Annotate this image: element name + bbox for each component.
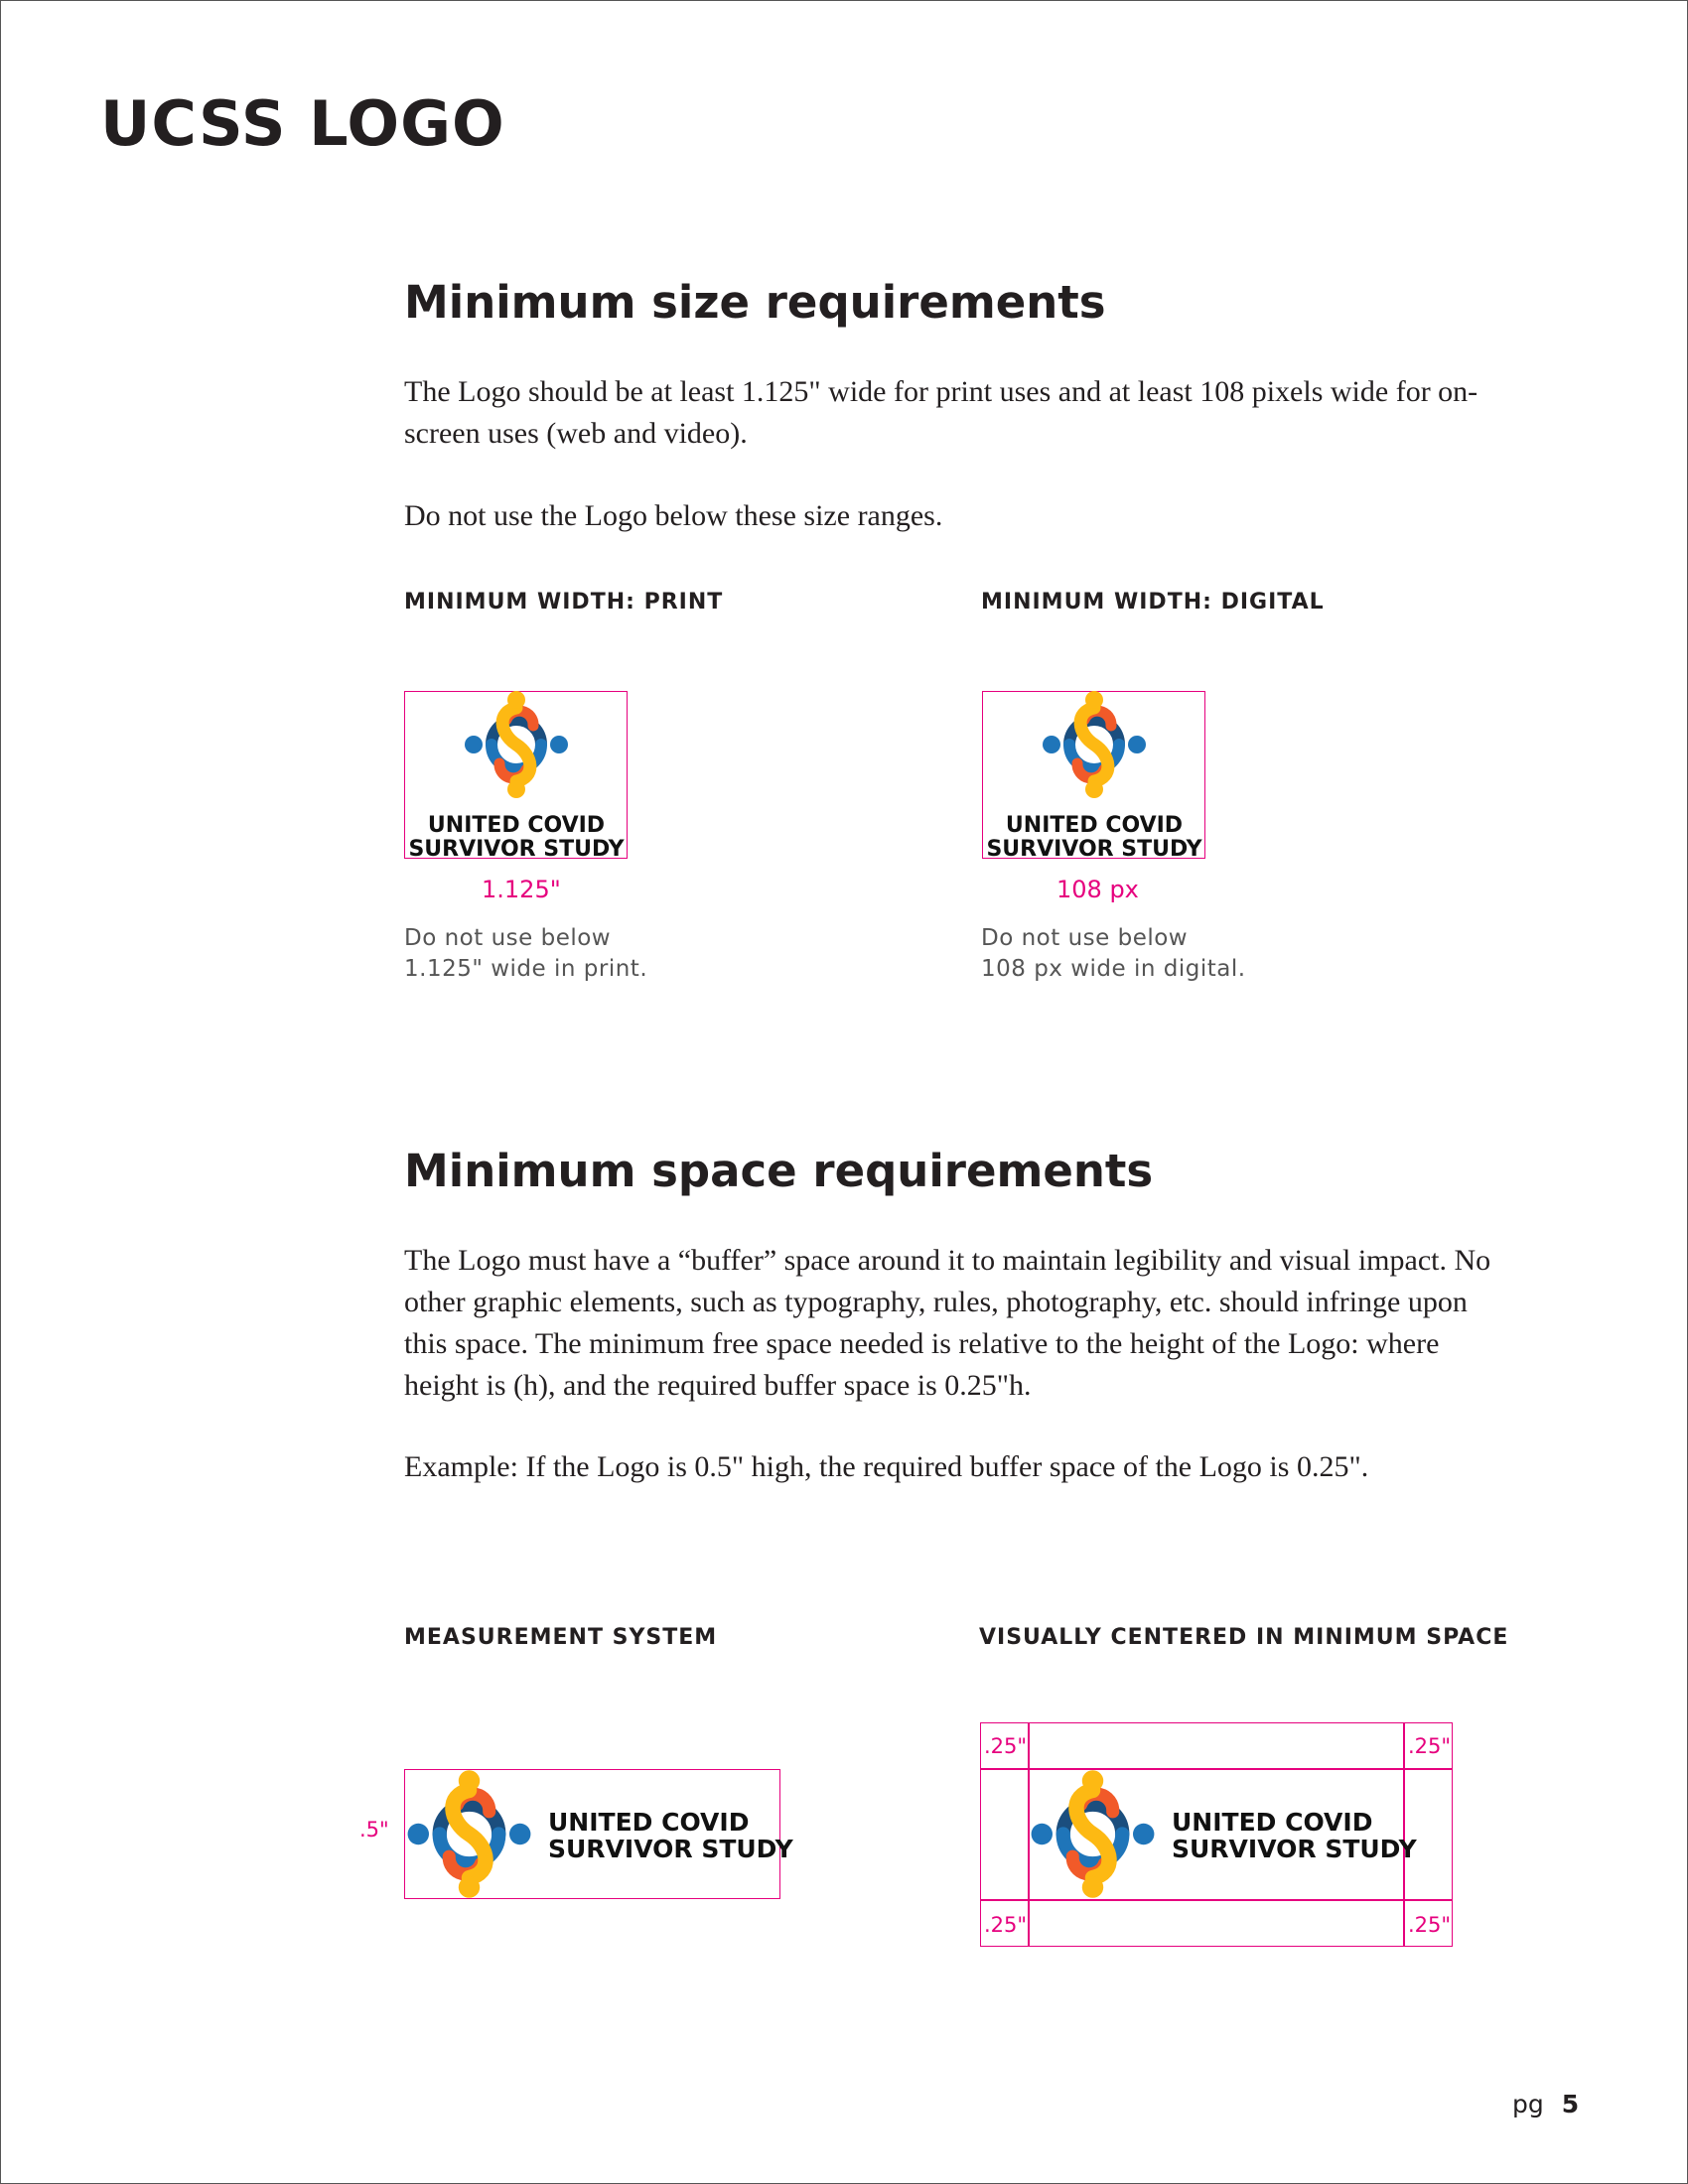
min-space-example: Example: If the Logo is 0.5" high, the required buffer space of the Logo is 0.25". [404,1450,1369,1483]
buffer-guide-bottom [980,1899,1453,1901]
digital-logo-mark-icon [1040,690,1149,799]
measurement-logo-wordmark [548,1809,793,1862]
measurement-logo-mark-icon [404,1769,534,1899]
min-size-warning: Do not use the Logo below these size ranges. [404,499,943,532]
measurement-logo-line2: SURVIVOR STUDY [548,1835,793,1863]
centered-logo-line1: UNITED COVID [1172,1808,1373,1837]
centered-label: VISUALLY CENTERED IN MINIMUM SPACE [979,1625,1509,1650]
digital-logo-line2: SURVIVOR STUDY [986,837,1202,862]
digital-measure: 108 px [1056,876,1139,903]
centered-logo-wordmark [1172,1809,1417,1862]
print-note-line2: 1.125" wide in print. [404,956,648,982]
print-logo-mark-icon [462,690,571,799]
min-size-paragraph: The Logo should be at least 1.125" wide for print uses and at least 108 pixels wide for on-screen uses (web and video). [404,375,1478,450]
height-tag: .5" [359,1818,389,1842]
page-number [1512,2090,1579,2118]
print-measure: 1.125" [482,876,561,903]
digital-logo-wordmark [985,814,1203,862]
digital-label: MINIMUM WIDTH: DIGITAL [981,590,1325,614]
digital-note-line1: Do not use below [981,925,1189,951]
print-label: MINIMUM WIDTH: PRINT [404,590,724,614]
digital-note [981,923,1246,985]
page-number-prefix: pg [1512,2090,1544,2118]
print-logo-line2: SURVIVOR STUDY [408,837,625,862]
measurement-label: MEASUREMENT SYSTEM [404,1625,718,1650]
page-number-value: 5 [1561,2090,1580,2118]
buffer-tag-bottom-left: .25" [984,1913,1028,1937]
buffer-tag-bottom-right: .25" [1408,1913,1452,1937]
min-space-heading: Minimum space requirements [404,1145,1154,1197]
page-title: UCSS LOGO [100,87,505,160]
measurement-logo-line1: UNITED COVID [548,1808,750,1837]
print-note-line1: Do not use below [404,925,612,951]
min-space-paragraph: The Logo must have a “buffer” space around it to maintain legibility and visual impact. No other graphic elements, such as typography, rules, photography, etc. should infringe upon this space. The minimum free space needed is relative to the height of the Logo: where height is (h), and the required buffer space is 0.25"h. [404,1244,1491,1402]
print-logo-line1: UNITED COVID [427,813,606,838]
centered-logo-mark-icon [1028,1769,1158,1899]
centered-logo-line2: SURVIVOR STUDY [1172,1835,1417,1863]
digital-logo-line1: UNITED COVID [1005,813,1184,838]
digital-note-line2: 108 px wide in digital. [981,956,1246,982]
print-logo-wordmark [407,814,626,862]
buffer-tag-top-left: .25" [984,1734,1028,1758]
buffer-tag-top-right: .25" [1408,1734,1452,1758]
print-note [404,923,647,985]
min-size-heading: Minimum size requirements [404,276,1106,329]
